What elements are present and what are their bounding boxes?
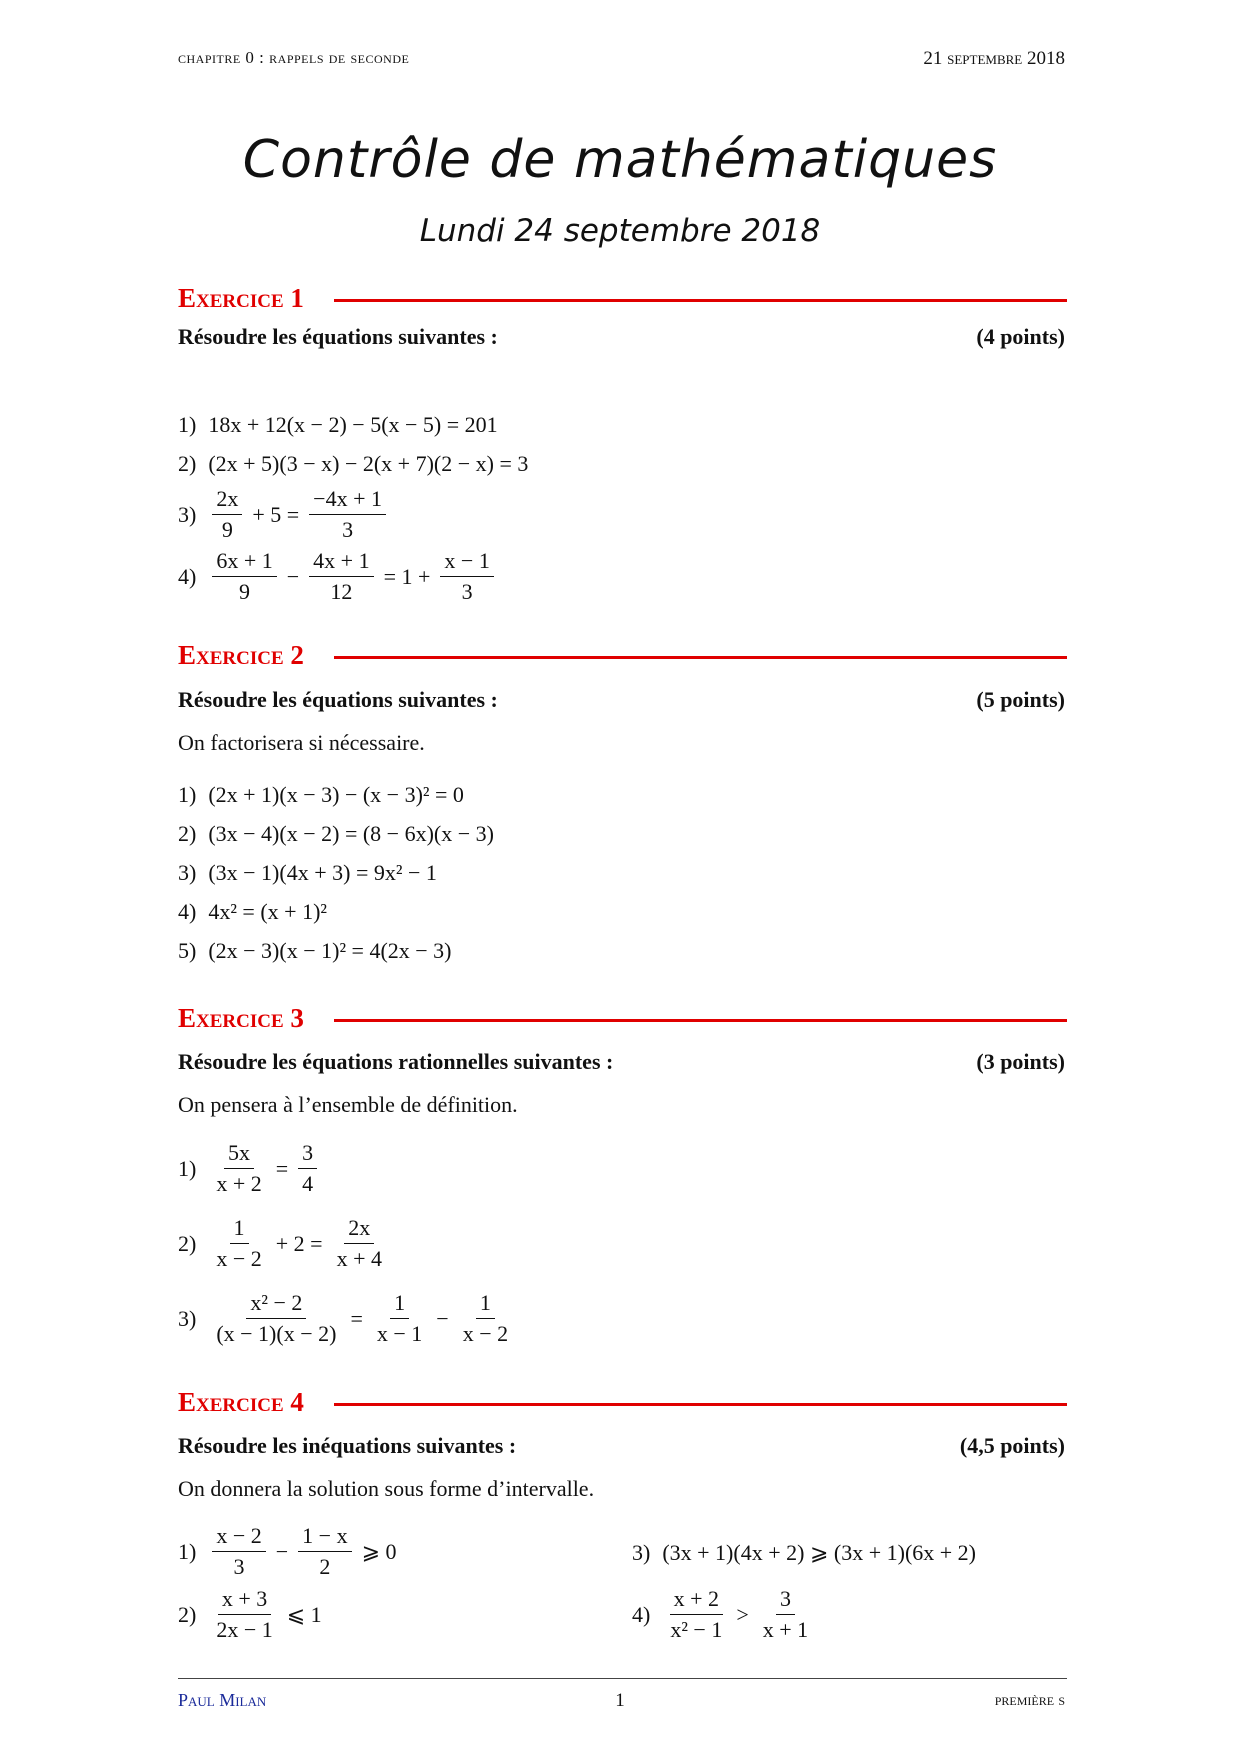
fraction: $\frac{-4x + 1}{3}$ (309, 486, 386, 543)
exercise-1-rule (334, 299, 1067, 302)
exercise-3-item-1: 1) $\frac{5x}{x + 2}$ = $\frac{3}{4}$ (178, 1140, 321, 1197)
fraction: $\frac{6x + 1}{9}$ (212, 548, 276, 605)
equation: (3x − 4)(x − 2) = (8 − 6x)(x − 3) (208, 821, 494, 846)
exercise-4-instruction-row (178, 1433, 1065, 1459)
fraction: $\frac{x + 2}{\text{x² − 1}}$ (670, 1586, 723, 1642)
footer-rule (178, 1678, 1067, 1679)
exercise-2-instruction: Résoudre les équations suivantes : (178, 687, 498, 712)
exercise-3-points: (3 points) (976, 1049, 1065, 1074)
fraction: $\frac{\text{x² − 2}}{(x - 1)(x - 2)}$ (216, 1290, 337, 1346)
exercise-3-item-2: 2) $\frac{1}{x - 2}$ + 2 = $\frac{2x}{x + 4}$ (178, 1215, 390, 1272)
exercise-4-heading (178, 1384, 1067, 1420)
equation: 4x² = (x + 1)² (208, 899, 327, 924)
exercise-2-item-4: 4) 4x² = (x + 1)² (178, 899, 327, 924)
exercise-4-instruction: Résoudre les inéquations suivantes : (178, 1433, 517, 1458)
fraction: $\frac{4x + 1}{12}$ (309, 548, 373, 605)
exercise-2-label: Exercice 2 (178, 639, 304, 670)
page-title: Contrôle de mathématiques (242, 130, 998, 190)
fraction: $\frac{1}{x - 2}$ (462, 1290, 509, 1346)
running-header-date: 21 septembre 2018 (923, 48, 1065, 69)
exercise-4-note: On donnera la solution sous forme d’intervalle. (178, 1476, 595, 1501)
exercise-2-heading (178, 637, 1067, 673)
equation: (3x − 1)(4x + 3) = 9x² − 1 (208, 860, 437, 885)
fraction: $\frac{2x}{9}$ (212, 486, 242, 543)
exercise-3-instruction-row (178, 1049, 1065, 1075)
exercise-2-note: On factorisera si nécessaire. (178, 730, 425, 755)
exercise-1-points: (4 points) (976, 324, 1065, 349)
exercise-3-label: Exercice 3 (178, 1002, 304, 1033)
exercise-2-item-5: 5) (2x − 3)(x − 1)² = 4(2x − 3) (178, 938, 452, 963)
exercise-2-points: (5 points) (976, 687, 1065, 712)
exercise-1-item-4: 4) $\frac{6x + 1}{9}$ − $\frac{4x + 1}{12}$ = 1 + $\frac{x - 1}{3}$ (178, 548, 498, 605)
exercise-2-rule (334, 656, 1067, 659)
fraction: $\frac{1}{x - 2}$ (216, 1215, 262, 1271)
exercise-1-instruction: Résoudre les équations suivantes : (178, 324, 498, 349)
fraction: $\frac{5x}{x + 2}$ (216, 1140, 262, 1196)
exercise-1-item-2: 2) (2x + 5)(3 − x) − 2(x + 7)(2 − x) = 3 (178, 451, 529, 476)
exercise-4-item-4: 4) $\frac{x + 2}{\text{x² − 1}}$ > $\frac{3}{x + 1}$ (632, 1586, 816, 1643)
exercise-3-item-3: 3) $\frac{\text{x² − 2}}{(x - 1)(x - 2)}$ = $\frac{1}{x - 1}$ − $\frac{1}{x - 2}$ (178, 1290, 516, 1347)
fraction: $\frac{2x}{x + 4}$ (336, 1215, 382, 1271)
fraction: $\frac{3}{4}$ (298, 1140, 317, 1197)
fraction: $\frac{x - 1}{3}$ (440, 548, 493, 605)
exercise-2-item-2: 2) (3x − 4)(x − 2) = (8 − 6x)(x − 3) (178, 821, 494, 846)
fraction: $\frac{x - 2}{3}$ (212, 1523, 265, 1580)
exercise-2-item-3: 3) (3x − 1)(4x + 3) = 9x² − 1 (178, 860, 437, 885)
equation: (2x − 3)(x − 1)² = 4(2x − 3) (208, 938, 452, 963)
exercise-3-instruction: Résoudre les équations rationnelles suivantes : (178, 1049, 614, 1074)
footer-level: première s (994, 1690, 1065, 1709)
exercise-4-rule (334, 1403, 1067, 1406)
page-subtitle: Lundi 24 septembre 2018 (419, 213, 821, 249)
equation: 18x + 12(x − 2) − 5(x − 5) = 201 (208, 412, 498, 437)
exercise-2-item-1: 1) (2x + 1)(x − 3) − (x − 3)² = 0 (178, 782, 464, 807)
exercise-3-rule (334, 1019, 1067, 1022)
equation: (2x + 1)(x − 3) − (x − 3)² = 0 (208, 782, 464, 807)
exercise-4-item-3: 3) (3x + 1)(4x + 2) ⩾ (3x + 1)(6x + 2) (632, 1540, 976, 1565)
fraction: $\frac{x + 3}{2x - 1}$ (216, 1586, 273, 1642)
exercise-1-instruction-row (178, 324, 1065, 350)
equation: (2x + 5)(3 − x) − 2(x + 7)(2 − x) = 3 (208, 451, 529, 476)
exercise-1-label: Exercice 1 (178, 282, 304, 313)
exercise-1-item-3: 3) $\frac{2x}{9}$ + 5 = $\frac{-4x + 1}{3}$ (178, 486, 390, 543)
exercise-3-note: On pensera à l’ensemble de définition. (178, 1092, 518, 1117)
footer-author: Paul Milan (178, 1690, 267, 1710)
fraction: $\frac{1 - x}{2}$ (298, 1523, 351, 1580)
exercise-1-item-1: 1) 18x + 12(x − 2) − 5(x − 5) = 201 (178, 412, 498, 437)
exercise-4-label: Exercice 4 (178, 1386, 304, 1417)
fraction: $\frac{1}{x - 1}$ (376, 1290, 423, 1346)
exercise-4-item-2: 2) $\frac{x + 3}{2x - 1}$ ⩽ 1 (178, 1586, 322, 1642)
inequation: (3x + 1)(4x + 2) ⩾ (3x + 1)(6x + 2) (662, 1540, 976, 1565)
exercise-4-item-1: 1) $\frac{x - 2}{3}$ − $\frac{1 - x}{2}$ ⩾ 0 (178, 1523, 397, 1579)
exercise-1-heading (178, 280, 1067, 316)
exercise-4-points: (4,5 points) (959, 1433, 1065, 1458)
exercise-2-instruction-row (178, 687, 1065, 713)
fraction: $\frac{3}{x + 1}$ (762, 1586, 809, 1642)
exercise-3-heading (178, 1000, 1067, 1036)
footer-page-number: 1 (615, 1690, 625, 1711)
running-header-chapter: chapitre 0 : rappels de seconde (178, 48, 410, 67)
